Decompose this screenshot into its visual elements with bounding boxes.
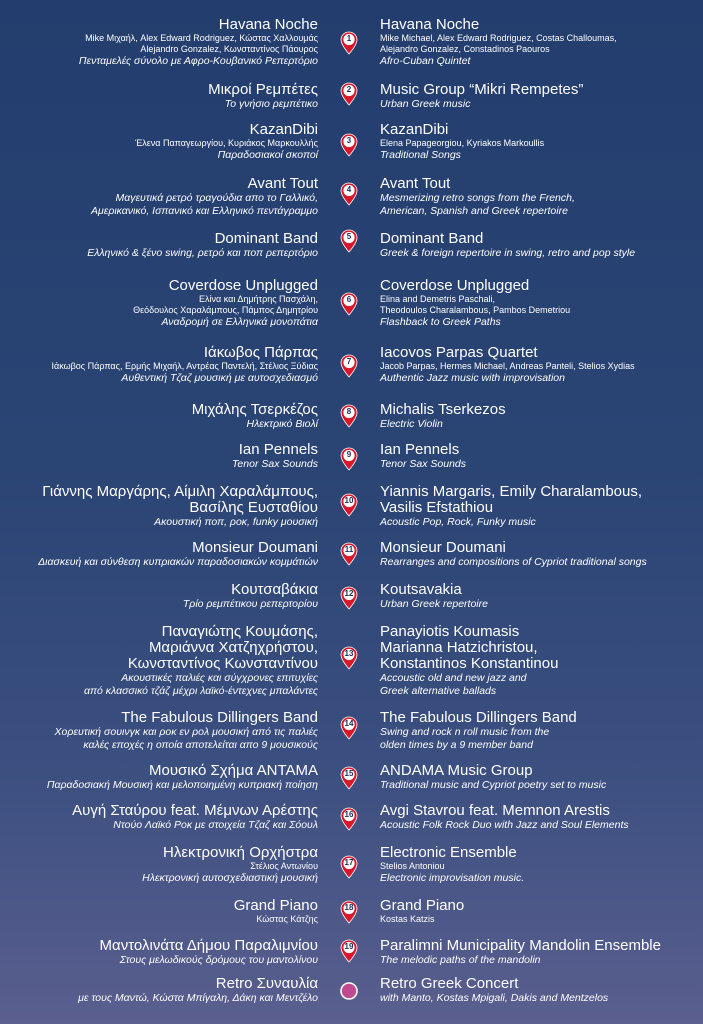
english-names-line: Elena Papageorgiou, Kyriakos Markoullis <box>380 138 545 148</box>
greek-description <box>100 954 318 967</box>
greek-member-names <box>133 294 318 316</box>
english-member-names <box>380 361 635 372</box>
greek-title-line: Βασίλης Ευσταθίου <box>189 499 318 516</box>
pin-number: 5 <box>346 232 352 241</box>
greek-column <box>87 231 318 260</box>
english-column <box>380 803 629 832</box>
greek-column <box>38 540 318 569</box>
english-description <box>380 55 617 68</box>
pin-number: 13 <box>344 649 354 658</box>
english-title-line: Retro Greek Concert <box>380 975 519 992</box>
english-desc-line: with Manto, Kostas Mpigali, Dakis and Mentzelos <box>380 992 609 1004</box>
greek-performer-title <box>47 763 318 779</box>
greek-performer-title <box>84 624 318 672</box>
greek-column <box>208 82 318 111</box>
greek-member-names <box>142 861 318 872</box>
english-desc-line: olden times by a 9 member band <box>380 739 533 751</box>
greek-description <box>232 458 318 471</box>
greek-column <box>72 803 318 832</box>
greek-title-line: Retro Συναυλία <box>215 975 318 992</box>
map-pin-icon <box>340 900 358 924</box>
english-member-names <box>380 33 617 55</box>
greek-desc-line: Αυθεντική Τζαζ μουσική με αυτοσχεδιασμό <box>121 372 318 384</box>
english-description <box>380 192 575 218</box>
english-title-line: Paralimni Municipality Mandolin Ensemble <box>380 937 661 954</box>
greek-title-line: Dominant Band <box>214 230 318 247</box>
greek-column <box>42 484 318 529</box>
greek-desc-line: Παραδοσιακή Μουσική και μελοποιημένη κυπριακή ποίηση <box>46 779 318 791</box>
english-desc-line: Authentic Jazz music with improvisation <box>380 372 565 384</box>
english-performer-title <box>380 278 570 294</box>
english-performer-title <box>380 442 466 458</box>
map-pin-icon <box>340 31 358 55</box>
greek-names-line: Θεόδουλος Χαραλάμπους, Πάμπος Δημητρίου <box>133 305 318 315</box>
map-pin-icon <box>340 447 358 471</box>
greek-desc-line: Αμερικανικό, Ισπανικό και Ελληνικό πεντάγραμμο <box>90 205 318 217</box>
english-desc-line: Traditional music and Cypriot poetry set to music <box>380 779 607 791</box>
greek-desc-line: Χορευτική σουινγκ και ροκ εν ρολ μουσική από τις παλιές <box>54 726 318 738</box>
greek-desc-line: Διασκευή και σύνθεση κυπριακών παραδοσιακών κομμάτιών <box>38 556 318 568</box>
greek-desc-line: Ακουστικές παλιές και σύγχρονες επιτυχίες <box>121 672 318 684</box>
english-column <box>380 17 617 68</box>
greek-desc-line: Ηλεκτρονική αυτοσχεδιαστική μουσική <box>142 872 318 884</box>
greek-member-names <box>234 914 318 925</box>
greek-description <box>51 372 318 385</box>
english-performer-title <box>380 582 488 598</box>
english-desc-line: Greek alternative ballads <box>380 685 497 697</box>
greek-performer-title <box>91 176 318 192</box>
greek-column <box>232 442 318 471</box>
greek-performer-title <box>133 278 318 294</box>
greek-desc-line: Ελληνικό & ξένο swing, ρετρό και ποπ ρεπερτόριο <box>87 247 318 259</box>
greek-title-line: Κουτσαβάκια <box>231 581 318 598</box>
english-performer-title <box>380 540 647 556</box>
english-description <box>380 872 524 885</box>
pin-number: 8 <box>346 407 352 416</box>
english-desc-line: Mesmerizing retro songs from the French, <box>380 192 575 204</box>
english-column <box>380 278 570 329</box>
english-title-line: Dominant Band <box>380 230 484 247</box>
greek-description <box>91 192 318 218</box>
greek-performer-title <box>135 122 318 138</box>
map-pin-icon <box>340 807 358 831</box>
english-description <box>380 316 570 329</box>
greek-description <box>78 992 318 1005</box>
greek-title-line: Μικροί Ρεμπέτες <box>208 81 318 98</box>
english-performer-title <box>380 231 635 247</box>
greek-performer-title <box>72 803 318 819</box>
english-description <box>380 672 558 698</box>
english-desc-line: Electric Violin <box>380 418 443 430</box>
english-names-line: Mike Michael, Alex Edward Rodriguez, Costas Challoumas, <box>380 33 617 43</box>
english-names-line: Theodoulos Charalambous, Pambos Demetriou <box>380 305 571 315</box>
english-title-line: Panayiotis Koumasis <box>380 623 520 640</box>
pin-number: 6 <box>346 295 352 304</box>
english-column <box>380 976 608 1005</box>
english-desc-line: Urban Greek music <box>380 98 471 110</box>
greek-performer-title <box>234 898 318 914</box>
english-desc-line: Urban Greek repertoire <box>380 598 488 610</box>
greek-title-line: Παναγιώτης Κουμάσης, <box>161 623 318 640</box>
greek-performer-title <box>87 231 318 247</box>
greek-column <box>192 402 318 431</box>
english-names-line: Alejandro Gonzalez, Constadinos Paouros <box>380 44 550 54</box>
english-performer-title <box>380 938 661 954</box>
greek-performer-title <box>42 484 318 516</box>
map-pin-icon <box>340 404 358 428</box>
greek-member-names <box>51 361 318 372</box>
greek-desc-line: Στους μελωδικούς δρόμους του μαντολίνου <box>119 954 318 966</box>
english-performer-title <box>380 710 577 726</box>
english-performer-title <box>380 763 606 779</box>
english-title-line: Electronic Ensemble <box>380 844 517 861</box>
map-pin-icon <box>340 646 358 670</box>
english-performer-title <box>380 624 558 672</box>
english-member-names <box>380 294 570 316</box>
english-description <box>380 726 577 752</box>
english-desc-line: Accoustic old and new jazz and <box>380 672 527 684</box>
english-title-line: Iacovos Parpas Quartet <box>380 344 538 361</box>
english-title-line: ANDAMA Music Group <box>380 762 533 779</box>
greek-performer-title <box>55 710 318 726</box>
greek-description <box>133 316 318 329</box>
english-description <box>380 98 583 111</box>
pin-number: 4 <box>346 185 352 194</box>
english-description <box>380 418 506 431</box>
english-desc-line: The melodic paths of the mandolin <box>380 954 541 966</box>
english-description <box>380 819 629 832</box>
english-column <box>380 442 466 471</box>
map-pin-icon <box>340 766 358 790</box>
english-desc-line: Acoustic Pop, Rock, Funky music <box>380 516 536 528</box>
english-column <box>380 176 575 218</box>
map-pin-icon <box>340 292 358 316</box>
greek-title-line: Αυγή Σταύρου feat. Μέμνων Αρέστης <box>72 802 318 819</box>
greek-desc-line: Μαγευτικά ρετρό τραγούδια απο το Γαλλικό, <box>115 192 318 204</box>
greek-names-line: Έλενα Παπαγεωργίου, Κυριάκος Μαρκουλλής <box>135 138 318 148</box>
greek-description <box>183 598 318 611</box>
map-pin-icon <box>340 493 358 517</box>
english-description <box>380 247 635 260</box>
map-pin-icon <box>340 229 358 253</box>
english-title-line: Music Group “Mikri Rempetes” <box>380 81 584 98</box>
english-column <box>380 845 524 885</box>
greek-description <box>84 672 318 698</box>
english-column <box>380 938 661 967</box>
greek-desc-line: Tenor Sax Sounds <box>231 458 318 470</box>
greek-description <box>55 726 318 752</box>
pin-number: 18 <box>344 903 354 912</box>
english-title-line: Grand Piano <box>380 897 465 914</box>
map-pin-icon <box>340 855 358 879</box>
greek-names-line: Κώστας Κάτζης <box>256 914 318 924</box>
english-desc-line: Acoustic Folk Rock Duo with Jazz and Soul Elements <box>380 819 629 831</box>
english-desc-line: Afro-Cuban Quintet <box>380 55 471 67</box>
greek-title-line: Ian Pennels <box>238 441 318 458</box>
pin-number: 15 <box>344 769 354 778</box>
pin-number: 14 <box>344 719 354 728</box>
greek-title-line: Monsieur Doumani <box>192 539 318 556</box>
english-title-line: Vasilis Efstathiou <box>380 499 494 516</box>
greek-performer-title <box>51 345 318 361</box>
greek-title-line: Γιάννης Μαργάρης, Αίμιλη Χαραλάμπους, <box>42 483 318 500</box>
greek-title-line: Coverdose Unplugged <box>168 277 318 294</box>
map-pin-icon <box>340 182 358 206</box>
greek-member-names <box>79 33 318 55</box>
english-column <box>380 484 642 529</box>
english-performer-title <box>380 976 608 992</box>
english-performer-title <box>380 176 575 192</box>
english-names-line: Jacob Parpas, Hermes Michael, Andreas Panteli, Stelios Xydias <box>380 361 635 371</box>
english-desc-line: Electronic improvisation music. <box>380 872 525 884</box>
greek-names-line: Mike Μιχαήλ, Alex Edward Rodriguez, Κώστας Χαλλουμάς <box>85 33 318 43</box>
greek-description <box>79 55 318 68</box>
greek-performer-title <box>208 82 318 98</box>
greek-desc-line: Το γνήσιο ρεμπέτικο <box>224 98 318 110</box>
greek-column <box>78 976 318 1005</box>
english-title-line: KazanDibi <box>380 121 449 138</box>
map-pin-icon <box>340 133 358 157</box>
english-column <box>380 231 635 260</box>
english-column <box>380 540 647 569</box>
greek-title-line: KazanDibi <box>249 121 318 138</box>
greek-performer-title <box>38 540 318 556</box>
english-title-line: Michalis Tserkezos <box>380 401 506 418</box>
map-pin-icon <box>340 716 358 740</box>
greek-desc-line: από κλασσικό τζάζ μέχρι λαϊκό-έντεχνες μπαλάντες <box>84 685 318 697</box>
english-description <box>380 992 608 1005</box>
greek-description <box>208 98 318 111</box>
greek-performer-title <box>78 976 318 992</box>
english-member-names <box>380 861 524 872</box>
greek-title-line: Κωνσταντίνος Κωνσταντίνου <box>127 655 318 672</box>
english-performer-title <box>380 898 464 914</box>
greek-desc-line: Παραδοσιακοί σκοποί <box>217 149 318 161</box>
map-pin-icon <box>340 542 358 566</box>
greek-desc-line: καλές εποχές η οποία αποτελείται απο 9 μουσικούς <box>83 739 318 751</box>
greek-names-line: Ιάκωβος Πάρπας, Ερμής Μιχαήλ, Αντρέας Παντελή, Στέλιος Ξύδιας <box>51 361 318 371</box>
english-title-line: Marianna Hatzichristou, <box>380 639 538 656</box>
english-column <box>380 122 544 162</box>
greek-title-line: The Fabulous Dillingers Band <box>121 709 318 726</box>
greek-performer-title <box>100 938 318 954</box>
greek-title-line: Ιάκωβος Πάρπας <box>203 344 318 361</box>
greek-performer-title <box>232 442 318 458</box>
english-description <box>380 516 642 529</box>
english-column <box>380 402 506 431</box>
pin-number: 9 <box>346 450 352 459</box>
english-title-line: Coverdose Unplugged <box>380 277 530 294</box>
greek-column <box>135 122 318 162</box>
english-performer-title <box>380 122 544 138</box>
greek-desc-line: Ντούο Λαϊκό Ροκ με στοιχεία Τζαζ και Σόουλ <box>113 819 318 831</box>
english-column <box>380 345 635 385</box>
greek-column <box>234 898 318 925</box>
greek-description <box>87 247 318 260</box>
greek-desc-line: Αναδρομή σε Ελληνικά μονοπάτια <box>161 316 318 328</box>
english-description <box>380 779 606 792</box>
english-description <box>380 372 635 385</box>
greek-performer-title <box>183 582 318 598</box>
pin-number: 3 <box>346 136 352 145</box>
english-performer-title <box>380 803 629 819</box>
greek-performer-title <box>192 402 318 418</box>
circle-dot-icon <box>340 980 358 1004</box>
greek-column <box>183 582 318 611</box>
greek-names-line: Ελίνα και Δημήτρης Πασχάλη, <box>199 294 318 304</box>
english-names-line: Elina and Demetris Paschali, <box>380 294 496 304</box>
greek-description <box>42 516 318 529</box>
english-column <box>380 82 583 111</box>
map-pin-icon <box>340 586 358 610</box>
pin-number: 10 <box>344 496 354 505</box>
english-names-line: Kostas Katzis <box>380 914 435 924</box>
english-column <box>380 624 558 698</box>
english-performer-title <box>380 484 642 516</box>
english-description <box>380 458 466 471</box>
english-description <box>380 556 647 569</box>
english-column <box>380 710 577 752</box>
greek-desc-line: Πενταμελές σύνολο με Αφρο-Κουβανικό Ρεπερτόριο <box>78 55 318 67</box>
greek-title-line: Ηλεκτρονική Ορχήστρα <box>163 844 318 861</box>
map-pin-icon <box>340 82 358 106</box>
english-desc-line: Flashback to Greek Paths <box>380 316 501 328</box>
greek-desc-line: Τρίο ρεμπέτικου ρεπερτορίου <box>182 598 318 610</box>
english-desc-line: Rearranges and compositions of Cypriot traditional songs <box>380 556 647 568</box>
greek-desc-line: με τους Μαντώ, Κώστα Μπίγαλη, Δάκη και Μεντζέλο <box>78 992 318 1004</box>
greek-performer-title <box>79 17 318 33</box>
greek-title-line: Havana Noche <box>218 16 318 33</box>
english-column <box>380 898 464 925</box>
greek-description <box>72 819 318 832</box>
greek-title-line: Μουσικό Σχήμα ΑΝΤΑΜΑ <box>149 762 318 779</box>
map-pin-icon <box>340 939 358 963</box>
english-title-line: Ian Pennels <box>380 441 460 458</box>
english-title-line: The Fabulous Dillingers Band <box>380 709 577 726</box>
greek-column <box>142 845 318 885</box>
english-member-names <box>380 914 464 925</box>
greek-names-line: Στέλιος Αντωνίου <box>250 861 318 871</box>
greek-column <box>79 17 318 68</box>
greek-column <box>51 345 318 385</box>
pin-number: 7 <box>346 357 352 366</box>
english-performer-title <box>380 845 524 861</box>
greek-description <box>142 872 318 885</box>
english-title-line: Havana Noche <box>380 16 480 33</box>
greek-member-names <box>135 138 318 149</box>
english-desc-line: Swing and rock n roll music from the <box>380 726 550 738</box>
pin-number: 1 <box>346 34 352 43</box>
english-performer-title <box>380 17 617 33</box>
english-title-line: Koutsavakia <box>380 581 462 598</box>
english-performer-title <box>380 345 635 361</box>
greek-description <box>38 556 318 569</box>
greek-description <box>47 779 318 792</box>
greek-title-line: Μαντολινάτα Δήμου Παραλιμνίου <box>99 937 318 954</box>
greek-desc-line: Ηλεκτρικό Βιολί <box>246 418 318 430</box>
english-title-line: Avant Tout <box>380 175 451 192</box>
greek-column <box>91 176 318 218</box>
greek-title-line: Μαριάννα Χατζηχρήστου, <box>148 639 318 656</box>
english-desc-line: American, Spanish and Greek repertoire <box>380 205 568 217</box>
english-title-line: Monsieur Doumani <box>380 539 506 556</box>
greek-performer-title <box>142 845 318 861</box>
english-performer-title <box>380 82 583 98</box>
greek-desc-line: Ακουστική ποπ, ροκ, funky μουσική <box>154 516 318 528</box>
greek-column <box>133 278 318 329</box>
english-names-line: Stelios Antoniou <box>380 861 445 871</box>
pin-number: 17 <box>344 858 354 867</box>
english-title-line: Avgi Stavrou feat. Memnon Arestis <box>380 802 610 819</box>
english-column <box>380 582 488 611</box>
english-desc-line: Greek & foreign repertoire in swing, retro and pop style <box>380 247 636 259</box>
pin-number: 11 <box>344 545 354 554</box>
english-member-names <box>380 138 544 149</box>
greek-column <box>100 938 318 967</box>
greek-column <box>55 710 318 752</box>
greek-column <box>47 763 318 792</box>
english-column <box>380 763 606 792</box>
english-desc-line: Tenor Sax Sounds <box>380 458 467 470</box>
greek-title-line: Avant Tout <box>247 175 318 192</box>
pin-number: 16 <box>344 810 354 819</box>
english-description <box>380 149 544 162</box>
greek-description <box>192 418 318 431</box>
greek-description <box>135 149 318 162</box>
greek-title-line: Μιχάλης Τσερκέζος <box>191 401 318 418</box>
greek-title-line: Grand Piano <box>233 897 318 914</box>
map-pin-icon <box>340 354 358 378</box>
english-title-line: Yiannis Margaris, Emily Charalambous, <box>380 483 643 500</box>
english-title-line: Konstantinos Konstantinou <box>380 655 559 672</box>
pin-number: 2 <box>346 85 352 94</box>
english-performer-title <box>380 402 506 418</box>
pin-number: 12 <box>344 589 354 598</box>
english-desc-line: Traditional Songs <box>380 149 461 161</box>
english-description <box>380 954 661 967</box>
greek-column <box>84 624 318 698</box>
english-description <box>380 598 488 611</box>
greek-names-line: Alejandro Gonzalez, Κωνσταντίνος Πάουρος <box>140 44 318 54</box>
pin-number: 19 <box>344 942 354 951</box>
